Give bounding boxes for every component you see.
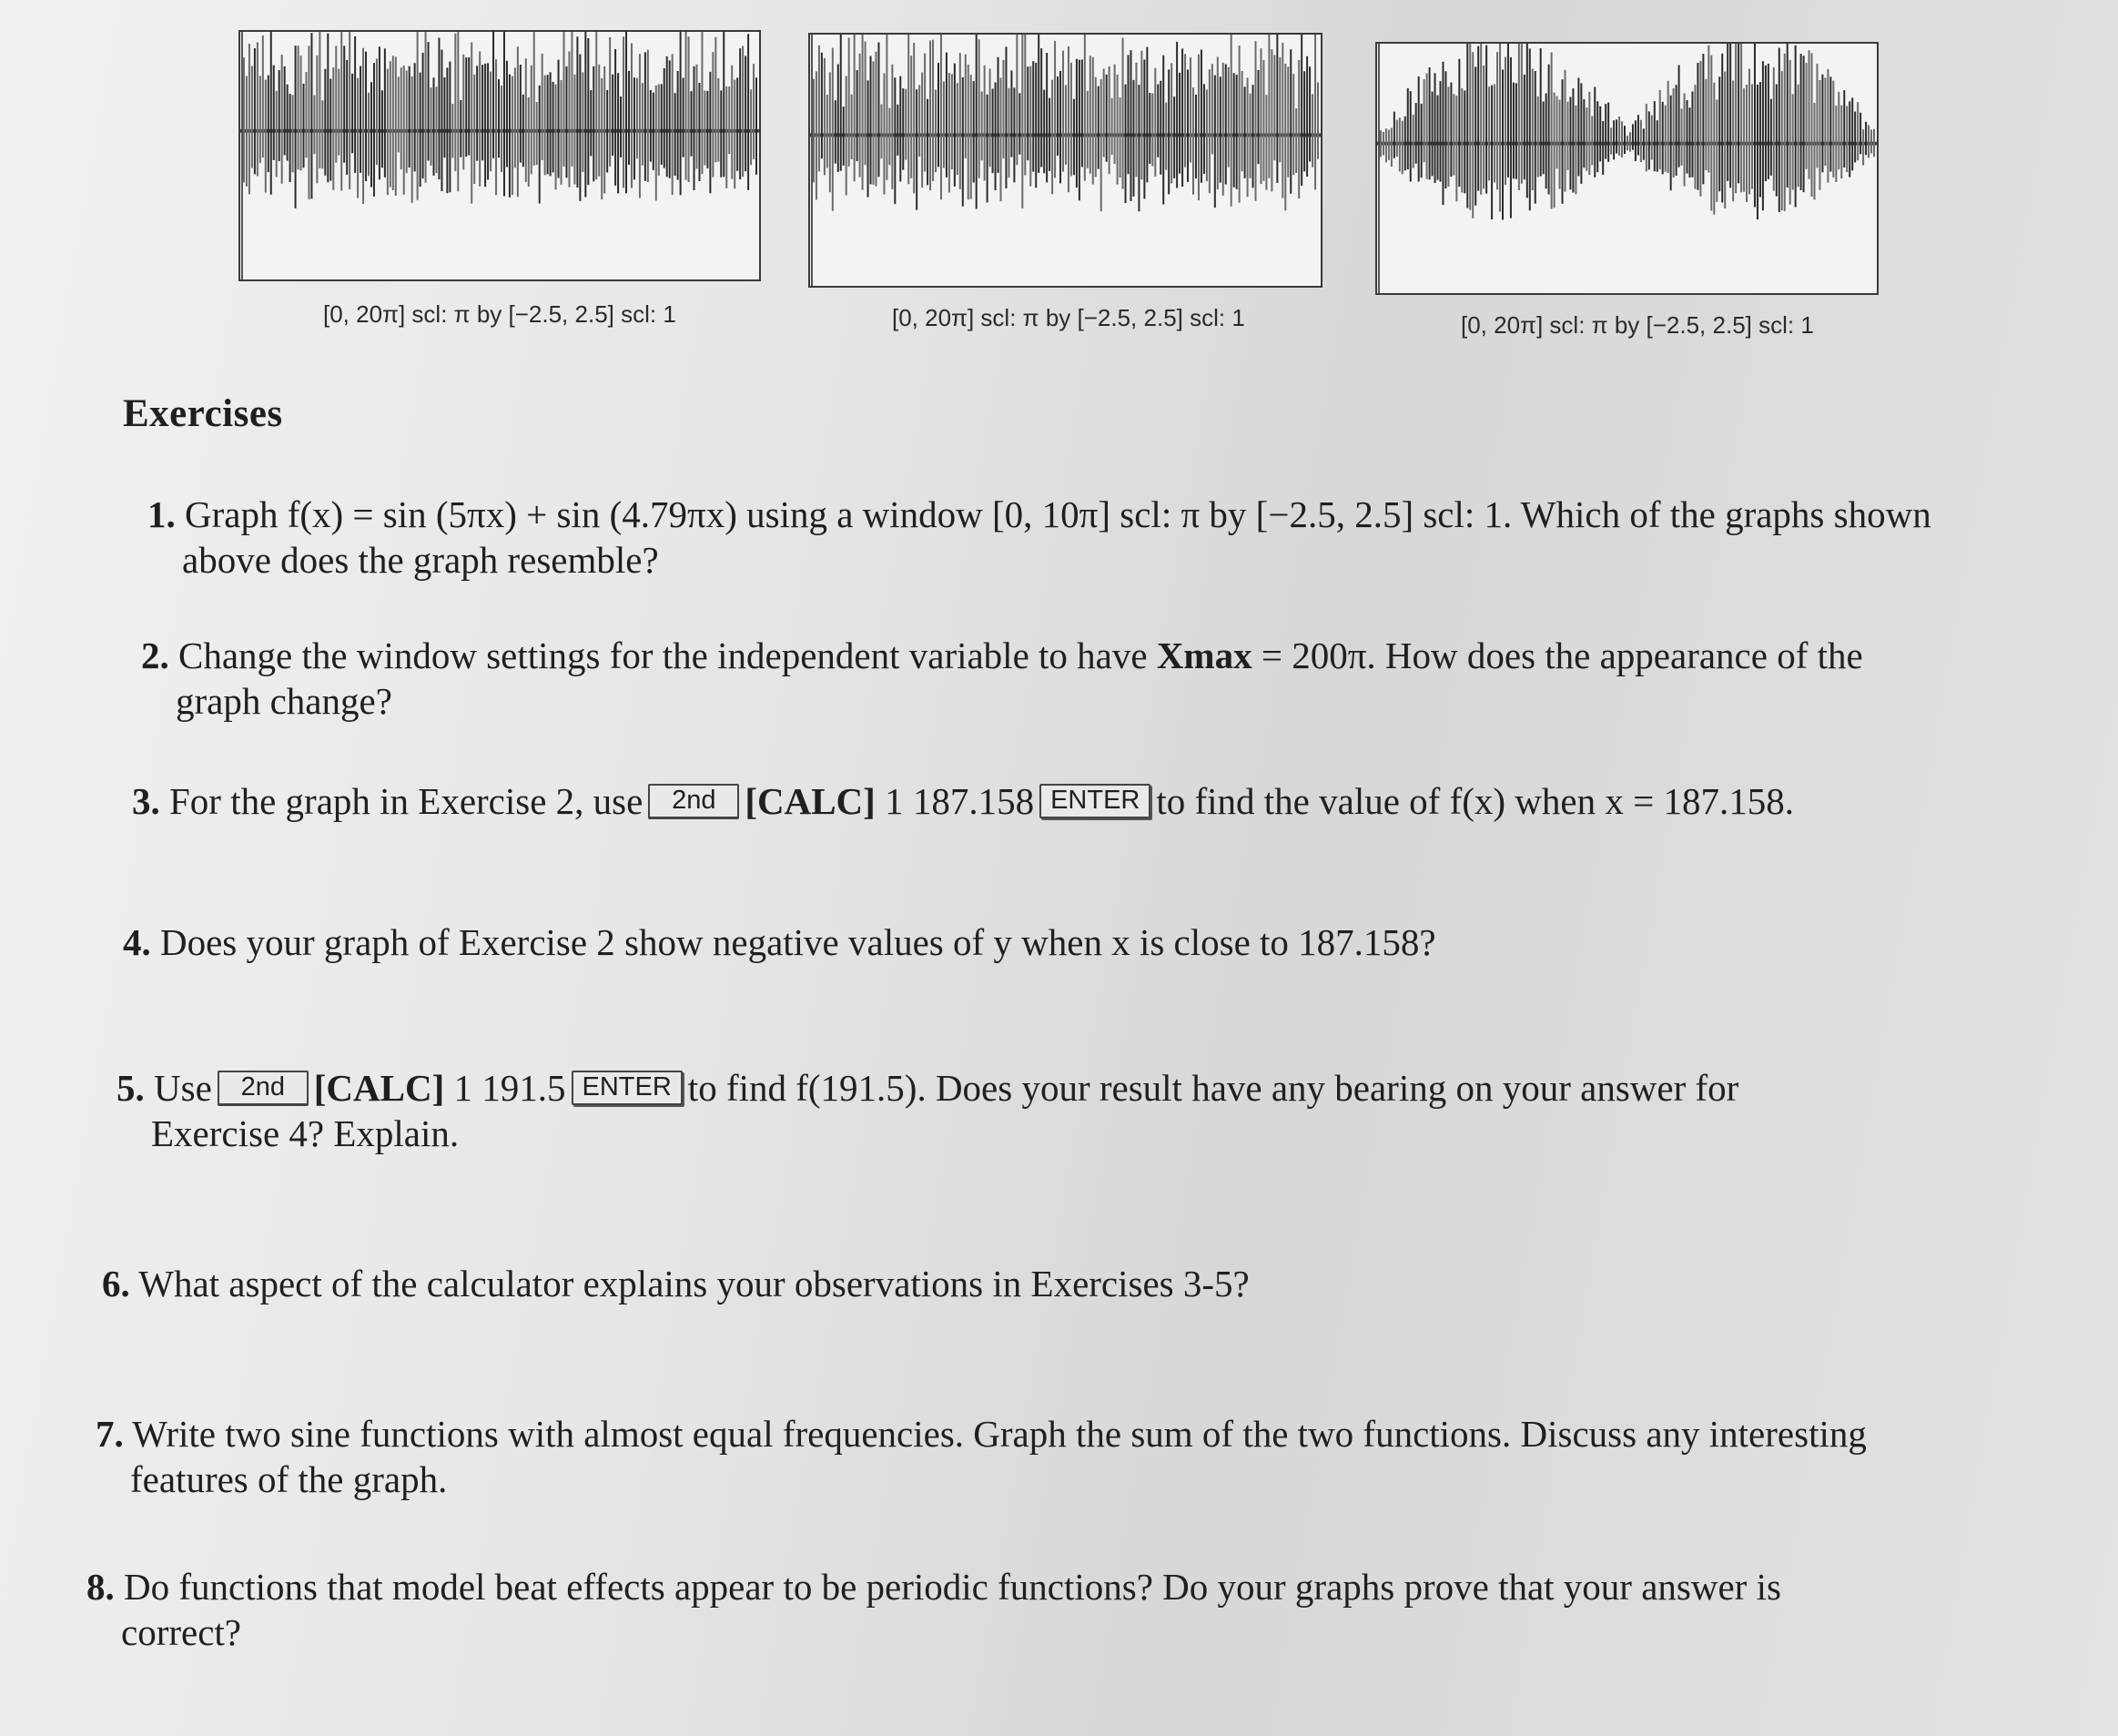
exercise-4 — [123, 919, 2034, 965]
exercise-7-number: 7. — [96, 1413, 124, 1455]
exercise-5-number: 5. — [117, 1067, 145, 1109]
exercise-3-entry: 1 187.158 — [885, 780, 1035, 822]
exercise-6-number: 6. — [102, 1263, 130, 1305]
exercise-4-text: Does your graph of Exercise 2 show negative values of y when x is close to 187.158? — [160, 921, 1436, 963]
exercise-5-text-b: to find f(191.5). Does your result have any bearing on your answer for — [687, 1067, 1739, 1109]
2nd-key: 2nd — [648, 784, 739, 819]
exercise-7-text: Write two sine functions with almost equal frequencies. Graph the sum of the two functions. Discuss any interesting — [132, 1413, 1867, 1455]
exercise-6-text: What aspect of the calculator explains your observations in Exercises 3-5? — [138, 1263, 1250, 1305]
exercise-5-entry: 1 191.5 — [453, 1067, 566, 1109]
exercise-1-number: 1. — [147, 493, 176, 535]
exercise-3-calc: [CALC] — [745, 780, 876, 822]
graph-3 — [1375, 42, 1879, 295]
graph-3-caption: [0, 20π] scl: π by [−2.5, 2.5] scl: 1 — [1461, 311, 1814, 339]
exercise-3-number: 3. — [132, 780, 160, 822]
section-title: Exercises — [123, 392, 283, 435]
exercise-1 — [147, 492, 2059, 583]
exercise-1-text: Graph f(x) = sin (5πx) + sin (4.79πx) using a window [0, 10π] scl: π by [−2.5, 2.5] scl: 1. Which of the graphs shown — [185, 493, 1931, 535]
graph-2-plot — [810, 35, 1321, 286]
exercise-8-text: Do functions that model beat effects appear to be periodic functions? Do your graphs prove that your answer is — [124, 1566, 1781, 1608]
exercise-2-xmax: Xmax — [1156, 635, 1252, 676]
exercise-7-text-cont: features of the graph. — [130, 1458, 448, 1500]
exercise-3-text: For the graph in Exercise 2, use — [169, 780, 644, 822]
exercise-3 — [132, 778, 2043, 824]
enter-key: ENTER — [572, 1071, 683, 1105]
exercise-8 — [86, 1564, 2089, 1655]
exercise-8-number: 8. — [86, 1566, 115, 1608]
exercise-3-text-b: to find the value of f(x) when x = 187.158. — [1156, 780, 1794, 822]
exercise-2 — [141, 633, 2052, 724]
exercise-8-text-cont: correct? — [121, 1611, 241, 1653]
exercise-7 — [96, 1411, 2098, 1502]
exercise-2-text-cont: graph change? — [176, 680, 392, 722]
exercise-2-number: 2. — [141, 635, 169, 676]
exercise-6 — [102, 1261, 2013, 1306]
exercise-1-text-cont: above does the graph resemble? — [182, 539, 659, 581]
exercise-4-number: 4. — [123, 921, 151, 963]
graph-1-caption: [0, 20π] scl: π by [−2.5, 2.5] scl: 1 — [323, 300, 676, 328]
graph-1-plot — [240, 32, 759, 279]
exercise-5-text-cont: Exercise 4? Explain. — [151, 1112, 460, 1154]
exercise-2-text-b: = 200π. How does the appearance of the — [1252, 635, 1863, 676]
graph-2 — [808, 33, 1322, 288]
graph-3-plot — [1377, 44, 1877, 293]
graph-2-caption: [0, 20π] scl: π by [−2.5, 2.5] scl: 1 — [892, 304, 1245, 331]
exercise-5-calc: [CALC] — [313, 1067, 445, 1109]
graph-1 — [238, 30, 761, 281]
exercise-2-text: Change the window settings for the independent variable to have — [178, 635, 1157, 676]
exercise-5-text: Use — [154, 1067, 212, 1109]
enter-key: ENTER — [1039, 784, 1150, 818]
2nd-key: 2nd — [218, 1071, 309, 1106]
exercise-5 — [117, 1065, 2028, 1156]
